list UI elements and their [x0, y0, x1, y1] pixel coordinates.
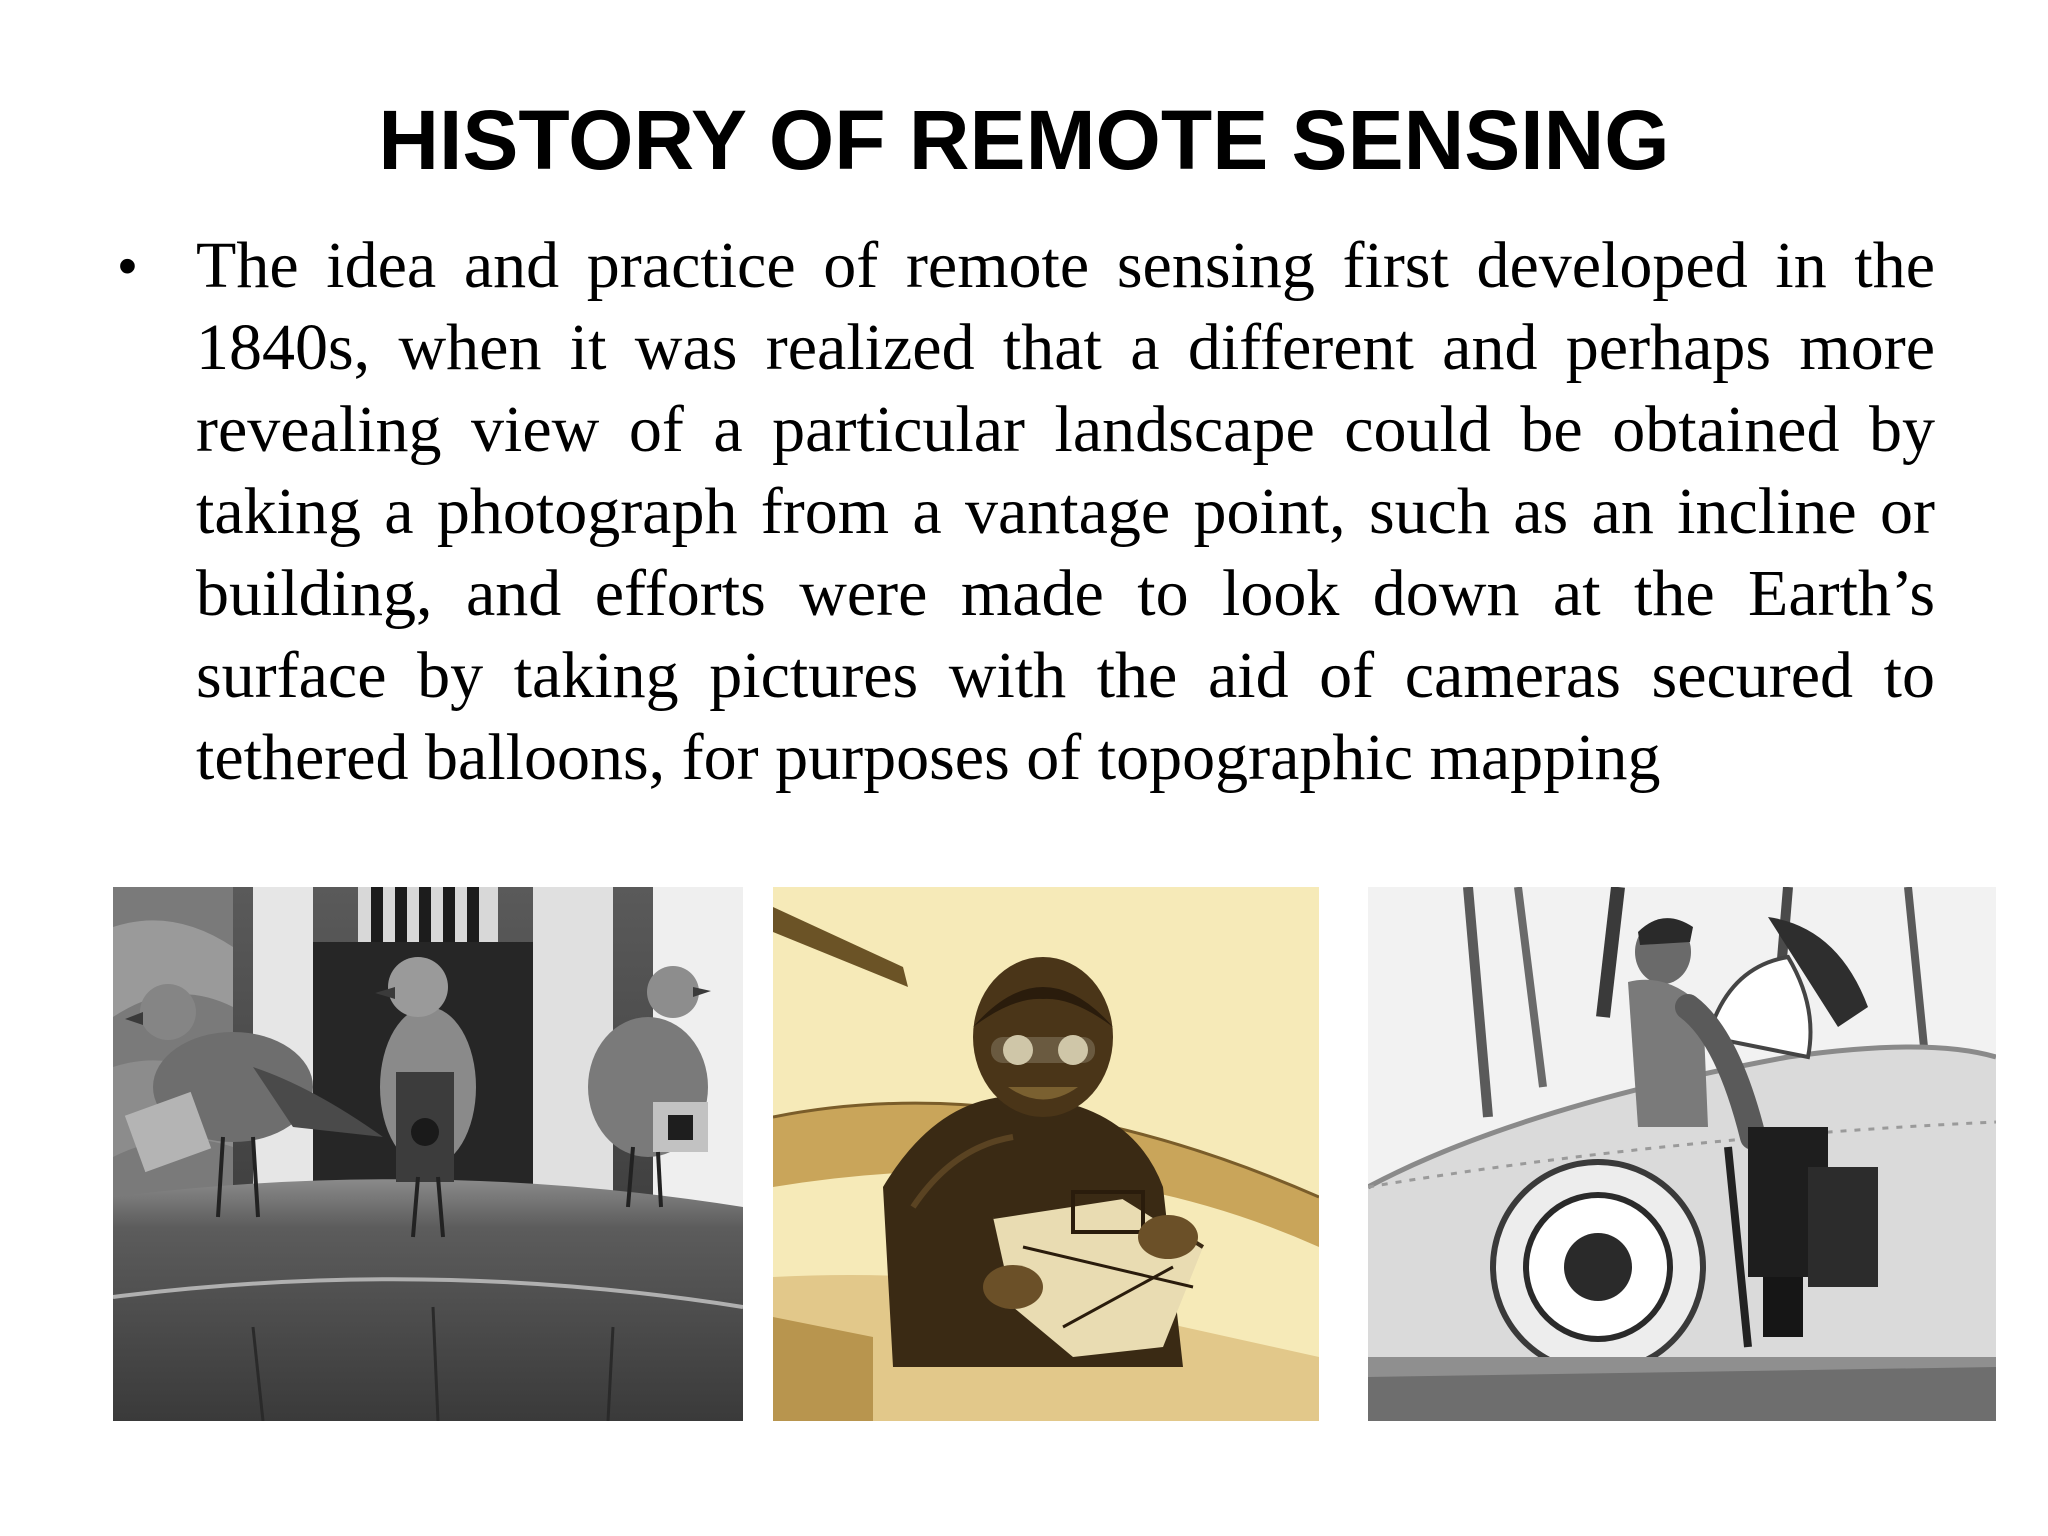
pigeon-photo-image: [113, 887, 743, 1421]
photo-aviator-camera: [773, 887, 1319, 1421]
photo-pigeon-cameras: [113, 887, 743, 1421]
photo-biplane-camera: [1368, 887, 1996, 1421]
bullet-item: [110, 225, 1935, 799]
bullet-icon: •: [118, 236, 137, 296]
biplane-photo-image: [1368, 887, 1996, 1421]
bullet-text: The idea and practice of remote sensing first developed in the 1840s, when it was realized that a different and perhaps more revealing view of a particular landscape could be obtained by taking a photograph from a vantage point, such as an incline or building, and efforts were made to look down at the Earth’s surface by taking pictures with the aid of cameras secured to tethered balloons, for purposes of topographic mapping: [196, 229, 1935, 794]
photo-row: [0, 887, 2048, 1421]
bullet-list: [110, 225, 1935, 799]
aviator-photo-image: [773, 887, 1319, 1421]
slide-title: HISTORY OF REMOTE SENSING: [378, 93, 1670, 187]
